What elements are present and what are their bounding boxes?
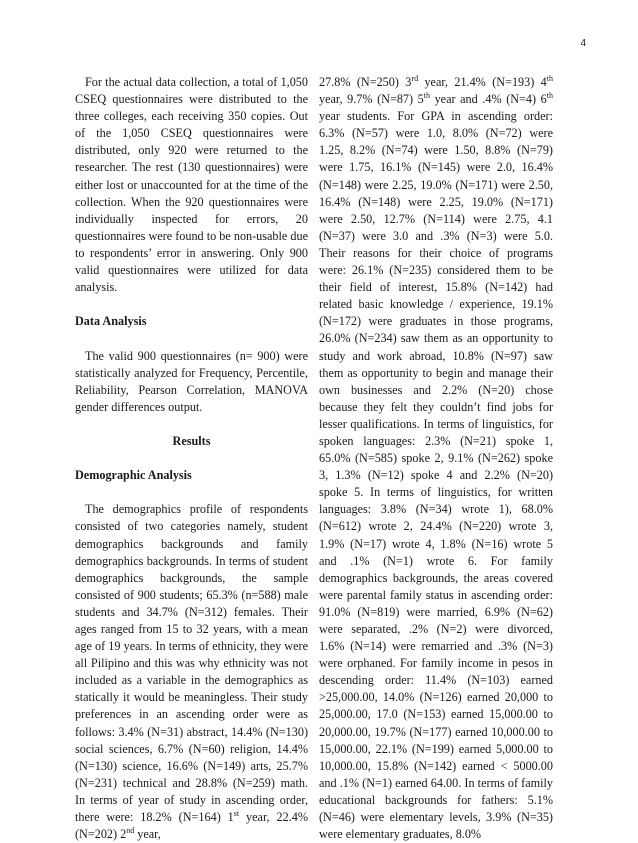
superscript: th — [546, 73, 553, 83]
paragraph-data-analysis: The valid 900 questionnaires (n= 900) were statistically analyzed for Frequency, Percentile, Reliability, Pearson Correlation, MANOVA gender differences output. — [75, 348, 308, 414]
superscript: nd — [126, 826, 135, 836]
heading-demographic-analysis: Demographic Analysis — [75, 468, 192, 483]
heading-data-analysis: Data Analysis — [75, 314, 147, 329]
heading-results: Results — [172, 433, 211, 448]
text-run: year, 22.4% (N=202) 2 — [75, 810, 308, 842]
text-run: year, 21.4% (N=193) 4 — [418, 75, 547, 89]
right-column — [319, 74, 553, 843]
superscript: th — [546, 91, 553, 101]
paragraph-data-collection: For the actual data collection, a total of 1,050 CSEQ questionnaires were distributed to the three colleges, each receiving 350 copies. Out of the 1,050 CSEQ questionnaires were distributed, only 920 were returned to the researcher. The rest (130 questionnaires) were either lost or unaccounted for at the time of the collection. When the 920 questionnaires were individually inspected for errors, 20 questionnaires were found to be non-usable due to respondents’ error in answering. Only 900 valid questionnaires were utilized for data analysis. — [75, 75, 308, 295]
text-run: year, — [134, 827, 161, 842]
text-run: 27.8% (N=250) 3 — [319, 75, 412, 89]
superscript: th — [423, 91, 430, 101]
paragraph-demographics-continued — [319, 74, 553, 843]
text-run: The demographics profile of respondents consisted of two categories namely, student demographics backgrounds and family demographics backgrounds. In terms of student demographics backgrounds, the sample consisted of 900 students; 65.3% (n=588) male students and 34.7% (N=312) females. Their ages ranged from 15 to 32 years, with a mean age of 19 years. In terms of ethnicity, they were all Pilipino and this was why ethnicity was not included as a variable in the demographics as statically it would be meaningless. Their study preferences in an ascending order were as follows: 3.4% (N=31) abstract, 14.4% (N=130) social sciences, 6.7% (N=60) religion, 14.4% (N=130) science, 16.6% (N=149) arts, 25.7% (N=231) technical and 28.8% (N=259) math. In terms of year of study in ascending order, there were: 18.2% (N=164) 1 — [75, 502, 308, 825]
superscript: st — [233, 808, 240, 818]
superscript: rd — [411, 73, 419, 83]
paragraph-demographics — [75, 501, 308, 843]
text-run: year students. For GPA in ascending order: 6.3% (N=57) were 1.0, 8.0% (N=72) were 1.25, 8.2% (N=74) were 1.50, 8.8% (N=79) were 1.75, 16.1% (N=145) were 2.0, 16.4% (N=148) were 2.25, 19.0% (N=171) were 2.50, 16.4% (N=148) were 2.25, 19.0% (N=171) were 2.50, 12.7% (N=114) were 2.75, 4.1 (N=37) were 3.0 and .3% (N=3) were 5.0. Their reasons for their choice of programs were: 26.1% (N=235) considered them to be their field of interest, 15.8% (N=142) had related basic knowledge / experience, 19.1% (N=172) were graduates in those programs, 26.0% (N=234) saw them as an opportunity to study and work abroad, 10.8% (N=97) saw them as opportunity to begin and manage their own businesses and 2.2% (N=20) chose because they felt they couldn’t find jobs for lesser qualifications. In terms of linguistics, for spoken languages: 2.3% (N=21) spoke 1, 65.0% (N=585) spoke 2, 9.1% (N=262) spoke 3, 1.3% (N=12) spoke 4 and 2.2% (N=20) spoke 5. In terms of linguistics, for written languages: 3.8% (N=34) wrote 1), 68.0% (N=612) wrote 2, 24.4% (N=220) wrote 3, 1.9% (N=17) wrote 4, 1.8% (N=16) wrote 5 and .1% (N=1) wrote 6. For family demographics backgrounds, the areas covered were parental family status in ascending order: 91.0% (N=819) were married, 6.9% (N=62) were separated, .2% (N=2) were divorced, 1.6% (N=14) were remarried and .3% (N=3) were orphaned. For family income in pesos in descending order: 11.4% (N=103) earned >25,000.00, 14.0% (N=126) earned 20,000 to 25,000.00, 17.0 (N=153) earned 15,000.00 to 20,000.00, 19.7% (N=177) earned 10,000.00 to 15,000.00, 22.1% (N=199) earned 5,000.00 to 10,000.00, 15.8% (N=142) earned < 5000.00 and .1% (N=1) earned 64.00. In terms of family educational backgrounds for fathers: 5.1% (N=46) were elementary levels, 3.9% (N=35) were elementary graduates, 8.0% — [319, 109, 553, 842]
text-run: year and .4% (N=4) 6 — [429, 92, 547, 107]
left-column — [75, 74, 308, 843]
text-run: year, 9.7% (N=87) 5 — [319, 92, 424, 107]
page-number: 4 — [580, 38, 586, 49]
